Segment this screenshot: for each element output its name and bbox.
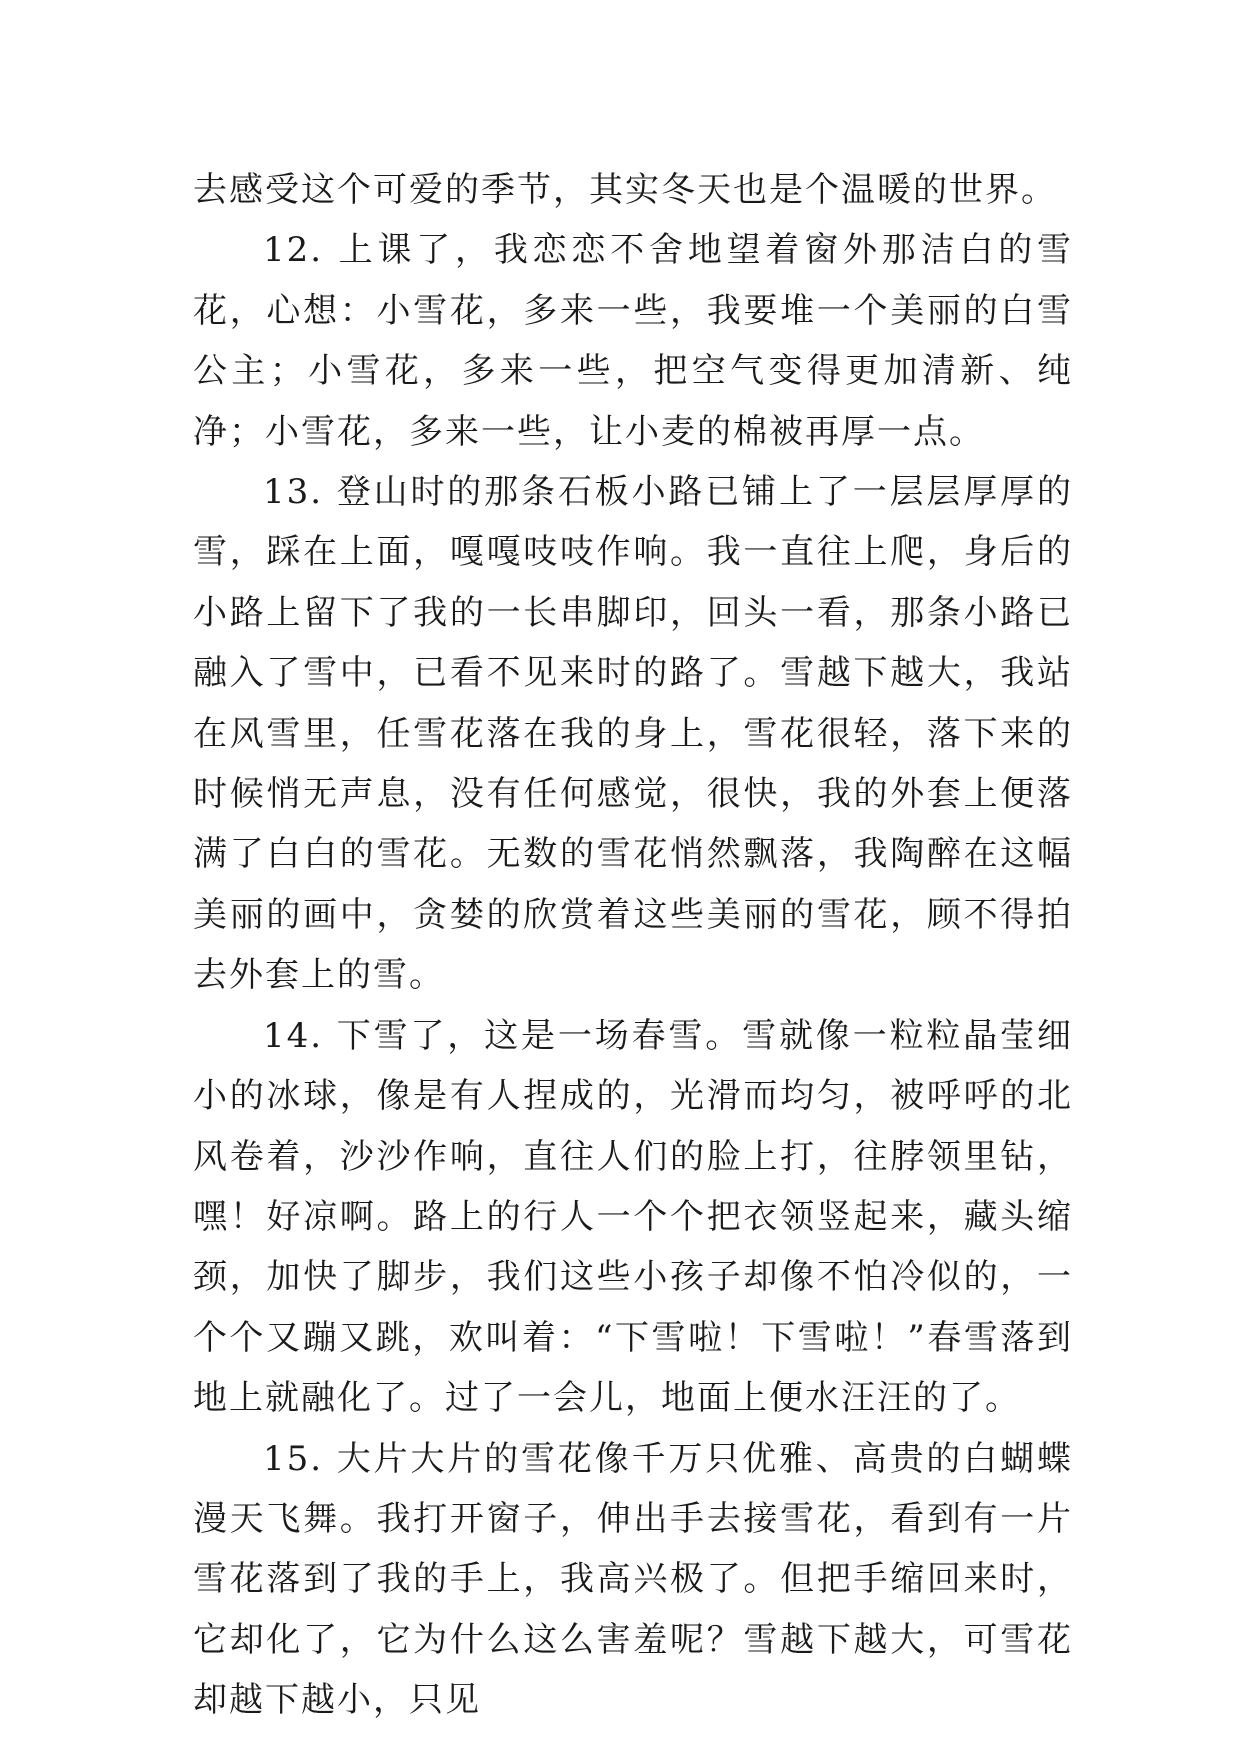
paragraph-14: 14. 下雪了，这是一场春雪。雪就像一粒粒晶莹细小的冰球，像是有人捏成的，光滑而均匀，被呼呼的北风卷着，沙沙作响，直往人们的脸上打，往脖领里钻，嘿！好凉啊。路上的行人一个个把衣领竖起来，藏头缩颈，加快了脚步，我们这些小孩子却像不怕冷似的，一个个又蹦又跳，欢叫着：“下雪啦！下雪啦！”春雪落到地上就融化了。过了一会儿，地面上便水汪汪的了。 bbox=[193, 1015, 1073, 1419]
paragraph-continuation: 去感受这个可爱的季节，其实冬天也是个温暖的世界。 bbox=[193, 170, 1057, 210]
body-text bbox=[193, 160, 1073, 1731]
paragraph-15: 15. 大片大片的雪花像千万只优雅、高贵的白蝴蝶漫天飞舞。我打开窗子，伸出手去接雪花，看到有一片雪花落到了我的手上，我高兴极了。但把手缩回来时，它却化了，它为什么这么害羞呢？雪越下越大，可雪花却越下越小，只见 bbox=[193, 1438, 1073, 1721]
paragraph-12: 12. 上课了，我恋恋不舍地望着窗外那洁白的雪花，心想：小雪花，多来一些，我要堆一个美丽的白雪公主；小雪花，多来一些，把空气变得更加清新、纯净；小雪花，多来一些，让小麦的棉被再厚一点。 bbox=[193, 230, 1073, 452]
paragraph-13: 13. 登山时的那条石板小路已铺上了一层层厚厚的雪，踩在上面，嘎嘎吱吱作响。我一直往上爬，身后的小路上留下了我的一长串脚印，回头一看，那条小路已融入了雪中，已看不见来时的路了。雪越下越大，我站在风雪里，任雪花落在我的身上，雪花很轻，落下来的时候悄无声息，没有任何感觉，很快，我的外套上便落满了白白的雪花。无数的雪花悄然飘落，我陶醉在这幅美丽的画中，贪婪的欣赏着这些美丽的雪花，顾不得拍去外套上的雪。 bbox=[193, 472, 1073, 996]
